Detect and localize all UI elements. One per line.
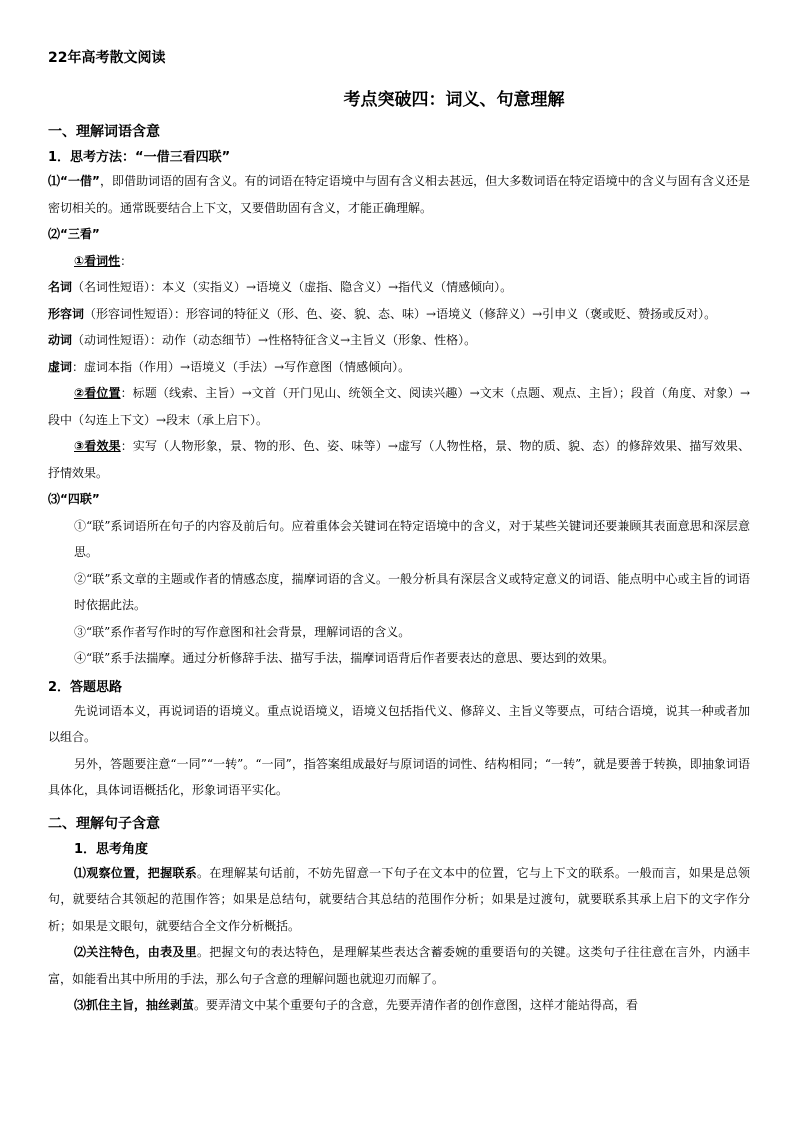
observe-position-label: ⑴观察位置，把握联系 [74, 865, 197, 880]
answer-paragraph-2: 另外，答题要注意“一同”“一转”。“一同”，指答案组成最好与原词语的词性、结构相同；“一转”，就是要善于转换，即抽象词语具体化，具体词语概括化，形象词语平实化。 [48, 756, 750, 797]
answer-approach-heading: 2．答题思路 [48, 679, 123, 695]
section-heading-sentences: 二、理解句子含意 [48, 815, 160, 832]
noun-label: 名词 [48, 280, 73, 294]
page-title: 考点突破四：词义、句意理解 [343, 90, 565, 110]
list-item: ①“联”系词语所在句子的内容及前后句。应着重体会关键词在特定语境中的含义，对于某些关键词还要兼顾其表面意思和深层意思。 [74, 518, 750, 559]
verb-label: 动词 [48, 333, 73, 347]
list-item: ②“联”系文章的主题或作者的情感态度，揣摩词语的含义。一般分析具有深层含义或特定意义的词语、能点明中心或主旨的词语时依据此法。 [74, 571, 750, 612]
paragraph-verb [48, 327, 750, 354]
function-word-label: 虚词 [48, 359, 73, 374]
kan-weizhi-label: ②看位置 [74, 386, 121, 400]
si-lian-heading: ⑶“四联” [48, 492, 100, 506]
kan-weizhi-text: ：标题（线索、主旨）→文首（开门见山、统领全文、阅读兴趣）→文末（点题、观点、主旨）；段首（角度、对象）→段中（勾连上下文）→段末（承上启下）。 [48, 386, 750, 427]
paragraph-kan-xiaoguo [48, 433, 750, 486]
answer-paragraph-1: 先说词语本义，再说词语的语境义。重点说语境义，语境义包括指代义、修辞义、主旨义等要点，可结合语境，说其一种或者加以组合。 [48, 703, 750, 744]
san-kan-heading: ⑵“三看” [48, 227, 100, 241]
observe-position-text: 。在理解某句话前，不妨先留意一下句子在文本中的位置，它与上下文的联系。一般而言，如果是总领句，就要结合其领起的范围作答；如果是总结句，就要结合其总结的范围作分析；如果是过渡句，就要联系其承上启下的文字作分析；如果是文眼句，就要结合全文作分析概括。 [48, 865, 750, 933]
paragraph-kan-cixing [48, 248, 750, 275]
document-label: 22年高考散文阅读 [48, 50, 166, 66]
list-item: ③“联”系作者写作时的写作意图和社会背景，理解词语的含义。 [74, 624, 411, 639]
document-page [48, 48, 750, 1019]
paragraph-noun [48, 274, 750, 301]
paragraph-observe-position [48, 860, 750, 940]
paragraph-function-word [48, 354, 750, 381]
focus-features-label: ⑵关注特色，由表及里 [74, 945, 197, 959]
grasp-theme-label: ⑶抓住主旨，抽丝剥茧 [74, 998, 195, 1012]
yi-jie-label: ⑴“一借” [48, 174, 100, 188]
paragraph-adjective [48, 301, 750, 328]
paragraph-focus-features [48, 939, 750, 992]
kan-xiaoguo-label: ③看效果 [74, 439, 121, 453]
focus-features-text: 。把握文句的表达特色，是理解某些表达含蓄委婉的重要语句的关键。这类句子往往意在言外，内涵丰富，如能看出其中所用的手法，那么句子含意的理解问题也就迎刃而解了。 [48, 945, 750, 986]
function-word-text: ：虚词本指（作用）→语境义（手法）→写作意图（情感倾向）。 [72, 359, 411, 374]
paragraph-yi-jie [48, 168, 750, 221]
kan-xiaoguo-text: ：实写（人物形象，景、物的形、色、姿、味等）→虚写（人物性格，景、物的质、貌、态）的修辞效果、描写效果、抒情效果。 [48, 439, 750, 480]
verb-text: （动词性短语）：动作（动态细节）→性格特征含义→主旨义（形象、性格）。 [72, 333, 477, 347]
paragraph-grasp-theme [48, 992, 750, 1019]
angle-heading: 1．思考角度 [74, 841, 149, 857]
list-item: ④“联”系手法揣摩。通过分析修辞手法、描写手法，揣摩词语背后作者要表达的意思、要达到的效果。 [74, 651, 615, 665]
adjective-label: 形容词 [48, 306, 85, 321]
noun-text: （名词性短语）：本义（实指义）→语境义（虚指、隐含义）→指代义（情感倾向）。 [72, 280, 513, 294]
yi-jie-text: ，即借助词语的固有含义。有的词语在特定语境中与固有含义相去甚远，但大多数词语在特定语境中的含义与固有含义还是密切相关的。通常既要结合上下文，又要借助固有含义，才能正确理解。 [48, 174, 750, 215]
kan-cixing-suffix: ： [120, 253, 133, 268]
section-heading-words: 一、理解词语含意 [48, 124, 160, 140]
kan-cixing-label: ①看词性 [74, 253, 121, 268]
method-heading: 1．思考方法：“一借三看四联” [48, 150, 231, 165]
paragraph-kan-weizhi [48, 380, 750, 433]
grasp-theme-text: 。要弄清文中某个重要句子的含意，先要弄清作者的创作意图，这样才能站得高，看 [194, 998, 639, 1012]
adjective-text: （形容词性短语）：形容词的特征义（形、色、姿、貌、态、味）→语境义（修辞义）→引申义（褒或贬、赞扬或反对）。 [84, 306, 717, 321]
